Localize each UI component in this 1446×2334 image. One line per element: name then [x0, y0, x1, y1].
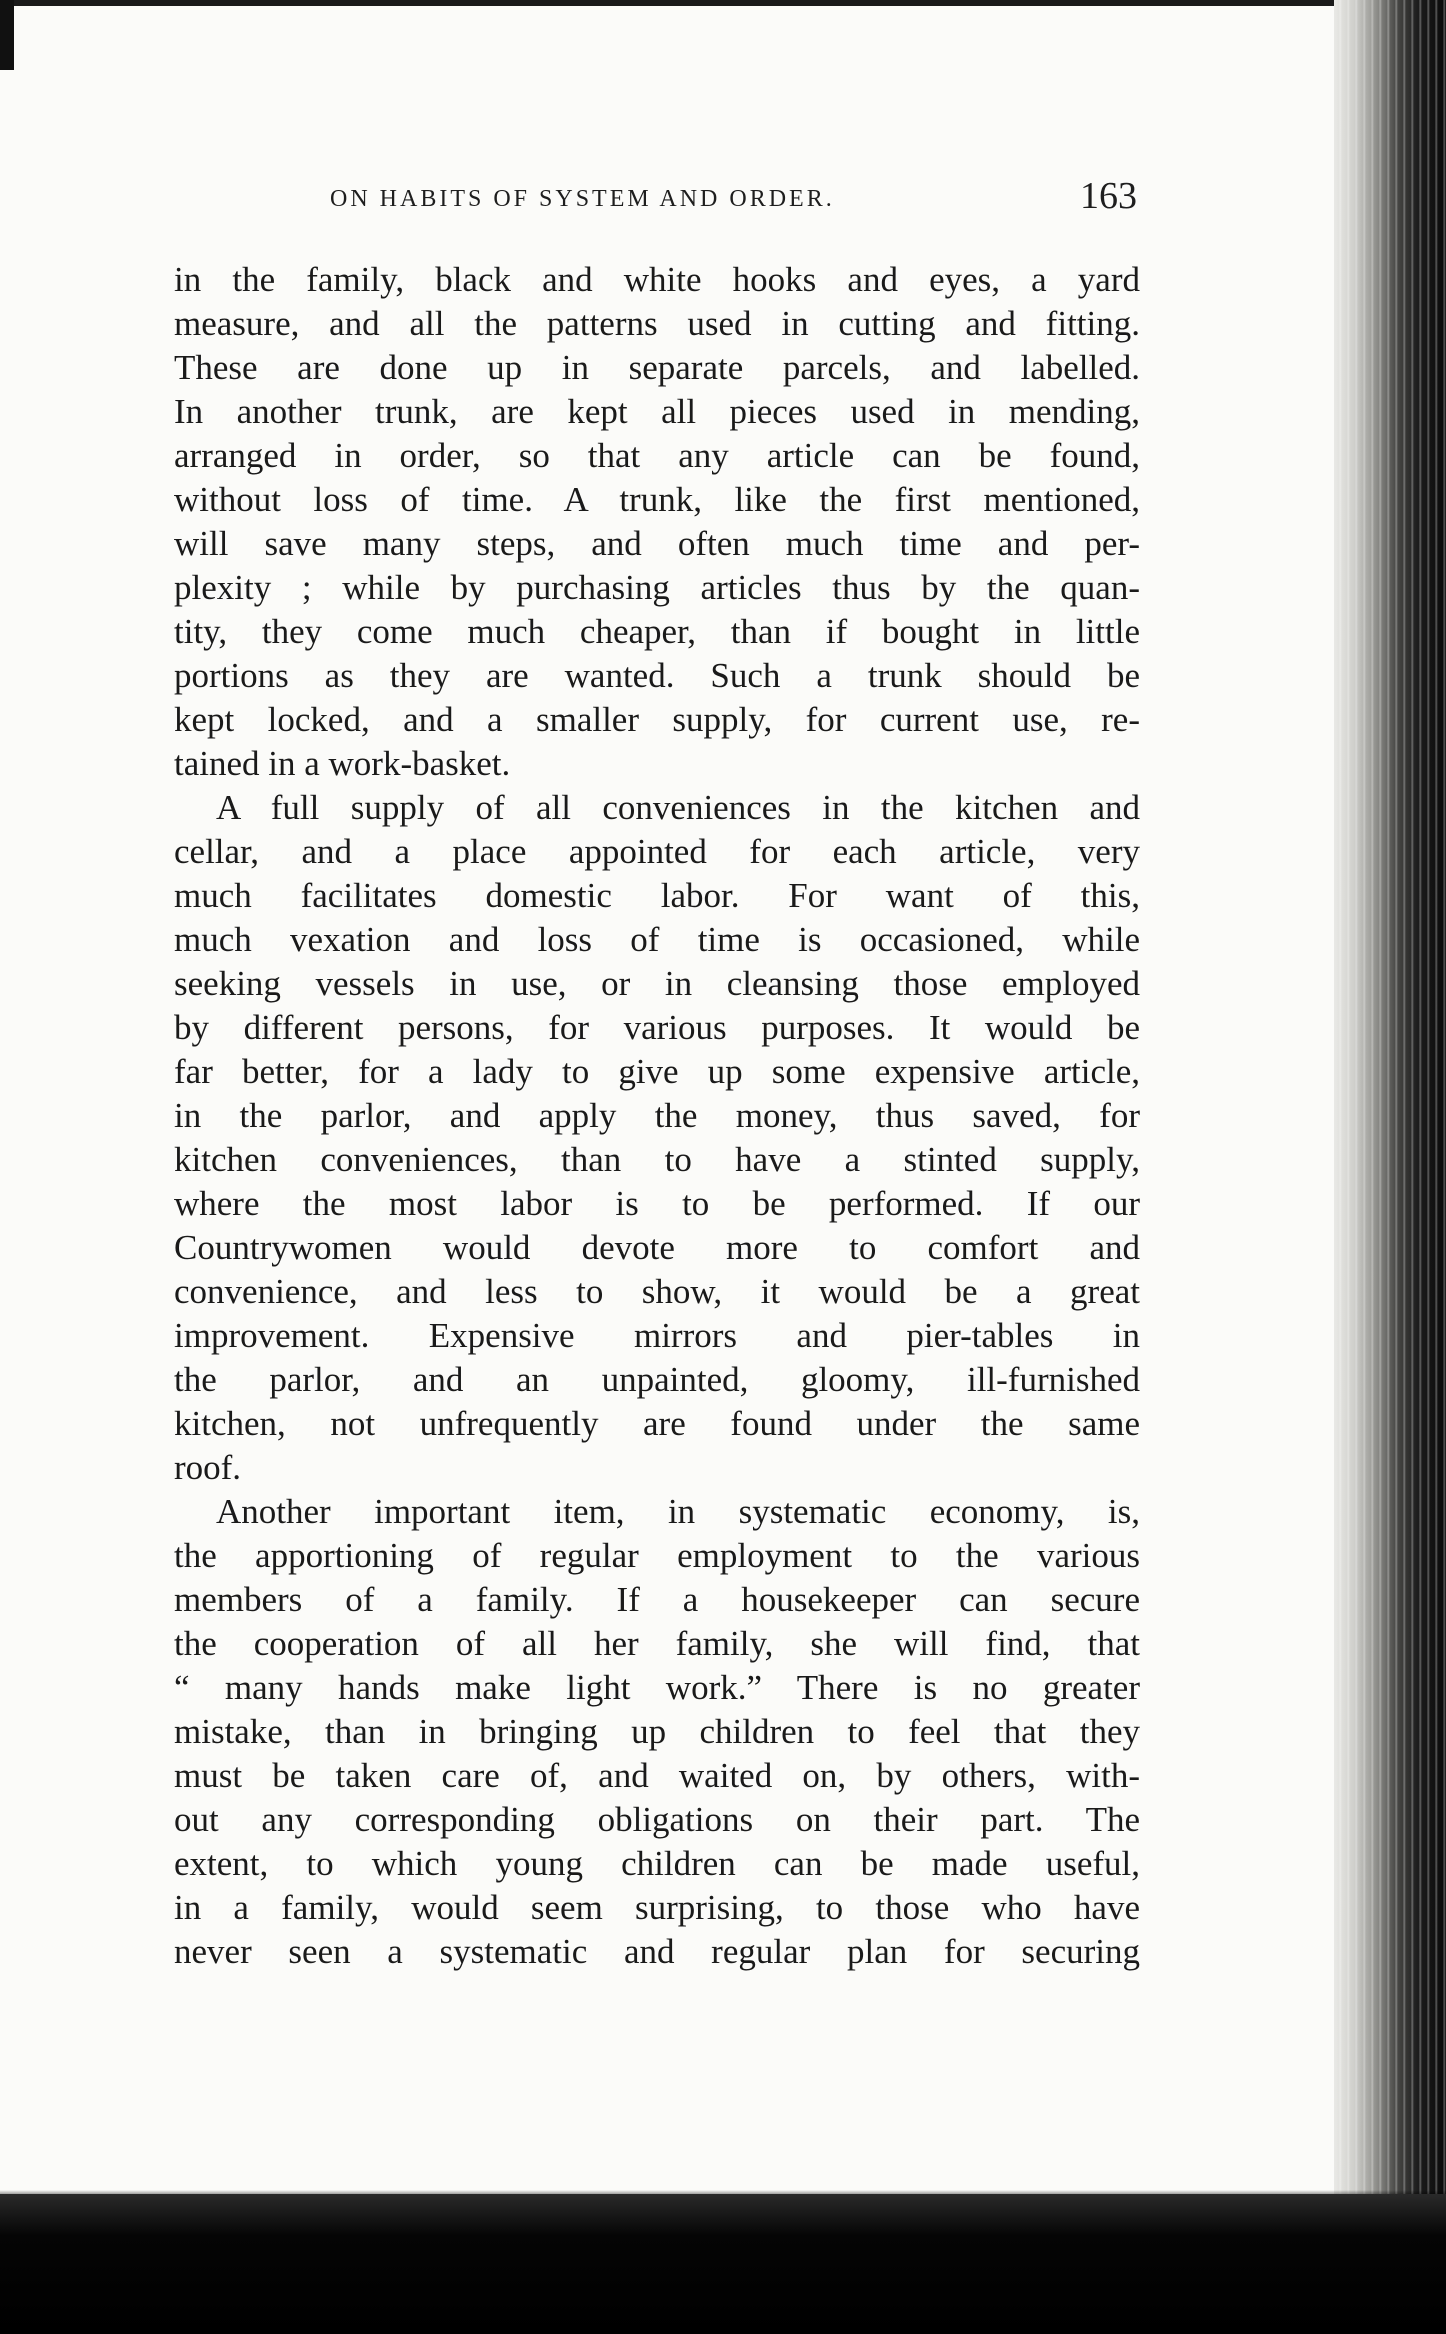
paragraph-start-line: Another important item, in systematic economy, is,: [216, 1492, 1140, 1531]
text-line: where the most labor is to be performed. If our: [174, 1184, 1140, 1223]
scan-top-edge: [0, 0, 1340, 6]
text-line: cellar, and a place appointed for each article, very: [174, 832, 1140, 871]
scan-bottom-band: [0, 2194, 1446, 2334]
text-line: plexity ; while by purchasing articles thus by the quan-: [174, 568, 1140, 607]
text-line: tained in a work-basket.: [174, 744, 511, 783]
text-line: the parlor, and an unpainted, gloomy, ill-furnished: [174, 1360, 1140, 1399]
text-line: convenience, and less to show, it would be a great: [174, 1272, 1140, 1311]
text-line: “ many hands make light work.” There is no greater: [174, 1668, 1140, 1707]
text-line: out any corresponding obligations on their part. The: [174, 1800, 1140, 1839]
text-line: in the parlor, and apply the money, thus saved, for: [174, 1096, 1140, 1135]
page-stack-lines: [1334, 0, 1446, 2334]
text-line: kitchen, not unfrequently are found under the same: [174, 1404, 1140, 1443]
text-line: seeking vessels in use, or in cleansing those employed: [174, 964, 1140, 1003]
text-line: without loss of time. A trunk, like the first mentioned,: [174, 480, 1140, 519]
text-line: in a family, would seem surprising, to those who have: [174, 1888, 1140, 1927]
text-line: roof.: [174, 1448, 242, 1487]
paragraph-start-line: A full supply of all conveniences in the kitchen and: [216, 788, 1140, 827]
page-number: 163: [1080, 175, 1137, 217]
text-line: the apportioning of regular employment to the various: [174, 1536, 1140, 1575]
text-line: much facilitates domestic labor. For want of this,: [174, 876, 1140, 915]
text-line: In another trunk, are kept all pieces used in mending,: [174, 392, 1140, 431]
text-line: never seen a systematic and regular plan for securing: [174, 1932, 1140, 1971]
text-line: measure, and all the patterns used in cutting and fitting.: [174, 304, 1140, 343]
text-line: arranged in order, so that any article can be found,: [174, 436, 1140, 475]
text-line: by different persons, for various purposes. It would be: [174, 1008, 1140, 1047]
text-line: tity, they come much cheaper, than if bought in little: [174, 612, 1140, 651]
text-line: kitchen conveniences, than to have a stinted supply,: [174, 1140, 1140, 1179]
text-line: portions as they are wanted. Such a trunk should be: [174, 656, 1140, 695]
body-text: [174, 258, 1140, 1974]
text-line: Countrywomen would devote more to comfort and: [174, 1228, 1140, 1267]
text-line: extent, to which young children can be made useful,: [174, 1844, 1140, 1883]
text-line: must be taken care of, and waited on, by others, with-: [174, 1756, 1140, 1795]
text-line: These are done up in separate parcels, and labelled.: [174, 348, 1140, 387]
text-line: mistake, than in bringing up children to feel that they: [174, 1712, 1140, 1751]
text-line: the cooperation of all her family, she will find, that: [174, 1624, 1140, 1663]
text-line: in the family, black and white hooks and eyes, a yard: [174, 260, 1140, 299]
text-line: improvement. Expensive mirrors and pier-tables in: [174, 1316, 1140, 1355]
scan-left-edge: [0, 0, 14, 70]
text-line: will save many steps, and often much time and per-: [174, 524, 1140, 563]
running-head: ON HABITS OF SYSTEM AND ORDER.: [330, 186, 835, 212]
text-line: much vexation and loss of time is occasioned, while: [174, 920, 1140, 959]
text-line: far better, for a lady to give up some expensive article,: [174, 1052, 1140, 1091]
text-line: members of a family. If a housekeeper can secure: [174, 1580, 1140, 1619]
text-line: kept locked, and a smaller supply, for current use, re-: [174, 700, 1140, 739]
